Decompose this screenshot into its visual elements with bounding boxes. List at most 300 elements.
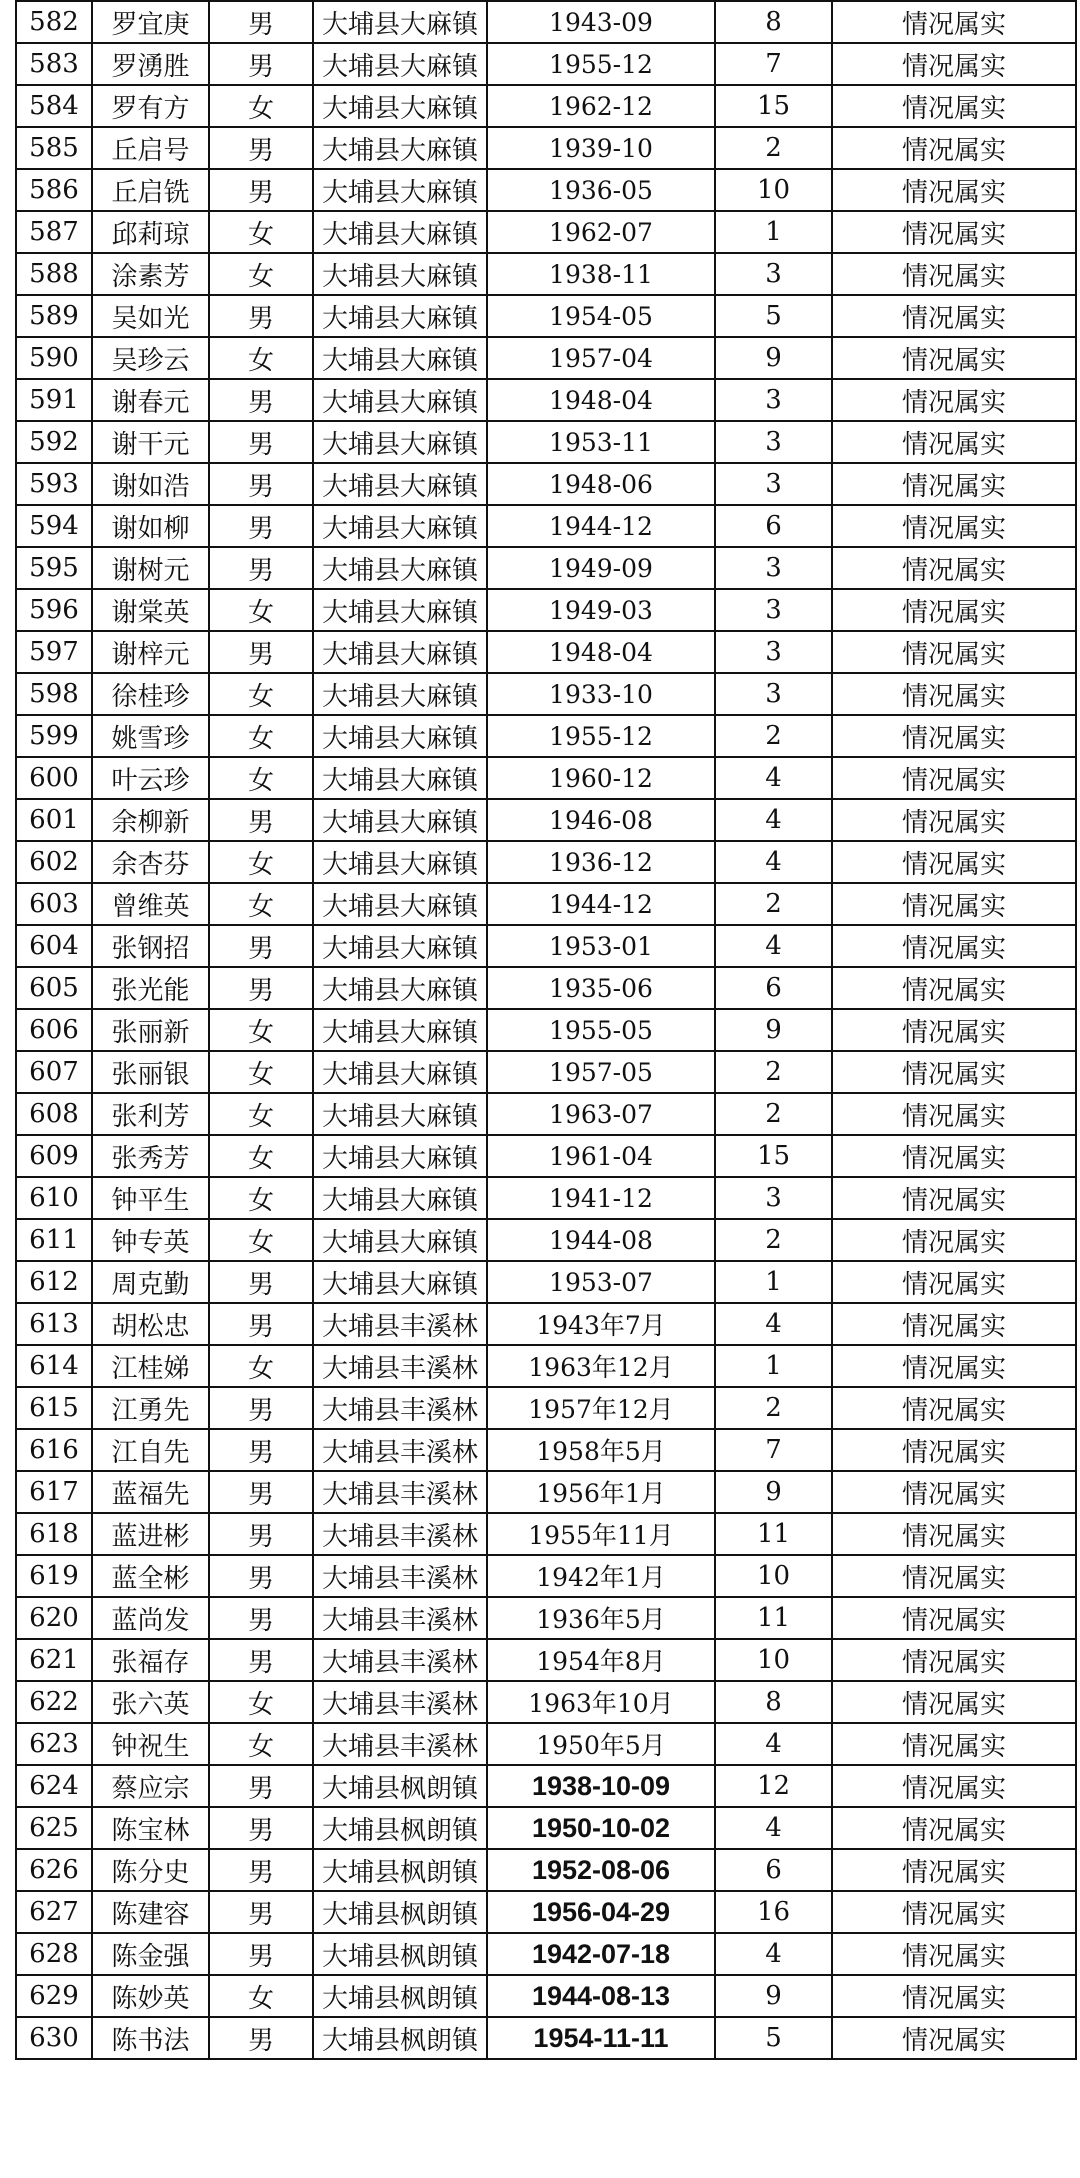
cell-gender: 男 — [209, 169, 313, 211]
cell-number: 604 — [16, 925, 92, 967]
cell-place: 大埔县大麻镇 — [313, 1009, 487, 1051]
cell-number: 619 — [16, 1555, 92, 1597]
cell-birth-date: 1954-11-11 — [487, 2017, 715, 2059]
cell-birth-date: 1943年7月 — [487, 1303, 715, 1345]
cell-place: 大埔县大麻镇 — [313, 1093, 487, 1135]
cell-birth-date: 1954年8月 — [487, 1639, 715, 1681]
cell-name: 钟平生 — [92, 1177, 209, 1219]
cell-count: 1 — [715, 211, 832, 253]
cell-number: 589 — [16, 295, 92, 337]
cell-status: 情况属实 — [832, 841, 1076, 883]
cell-name: 谢树元 — [92, 547, 209, 589]
table-row — [16, 1345, 1076, 1387]
cell-number: 606 — [16, 1009, 92, 1051]
table-row — [16, 463, 1076, 505]
cell-status: 情况属实 — [832, 1849, 1076, 1891]
cell-count: 4 — [715, 1807, 832, 1849]
cell-gender: 男 — [209, 1807, 313, 1849]
cell-status: 情况属实 — [832, 1387, 1076, 1429]
cell-status: 情况属实 — [832, 673, 1076, 715]
cell-count: 4 — [715, 1723, 832, 1765]
cell-number: 600 — [16, 757, 92, 799]
cell-birth-date: 1943-09 — [487, 1, 715, 43]
cell-birth-date: 1939-10 — [487, 127, 715, 169]
table-row — [16, 1219, 1076, 1261]
cell-name: 涂素芳 — [92, 253, 209, 295]
table-row — [16, 589, 1076, 631]
cell-status: 情况属实 — [832, 1345, 1076, 1387]
cell-gender: 女 — [209, 1177, 313, 1219]
cell-name: 余杏芬 — [92, 841, 209, 883]
cell-place: 大埔县大麻镇 — [313, 1, 487, 43]
table-row — [16, 1933, 1076, 1975]
cell-status: 情况属实 — [832, 1765, 1076, 1807]
table-row — [16, 1975, 1076, 2017]
cell-place: 大埔县大麻镇 — [313, 757, 487, 799]
cell-number: 603 — [16, 883, 92, 925]
cell-birth-date: 1950年5月 — [487, 1723, 715, 1765]
cell-name: 蓝进彬 — [92, 1513, 209, 1555]
cell-count: 3 — [715, 421, 832, 463]
cell-gender: 女 — [209, 1135, 313, 1177]
table-row — [16, 1429, 1076, 1471]
cell-status: 情况属实 — [832, 505, 1076, 547]
cell-gender: 男 — [209, 421, 313, 463]
cell-count: 7 — [715, 1429, 832, 1471]
cell-birth-date: 1963年12月 — [487, 1345, 715, 1387]
cell-number: 615 — [16, 1387, 92, 1429]
cell-birth-date: 1944-12 — [487, 505, 715, 547]
cell-status: 情况属实 — [832, 1471, 1076, 1513]
cell-name: 钟专英 — [92, 1219, 209, 1261]
cell-count: 8 — [715, 1681, 832, 1723]
cell-name: 谢如浩 — [92, 463, 209, 505]
cell-count: 3 — [715, 631, 832, 673]
cell-count: 11 — [715, 1597, 832, 1639]
cell-status: 情况属实 — [832, 127, 1076, 169]
cell-number: 583 — [16, 43, 92, 85]
cell-gender: 男 — [209, 1555, 313, 1597]
cell-count: 2 — [715, 1387, 832, 1429]
table-row — [16, 2017, 1076, 2059]
cell-count: 2 — [715, 1219, 832, 1261]
cell-status: 情况属实 — [832, 757, 1076, 799]
table-row — [16, 1597, 1076, 1639]
cell-place: 大埔县大麻镇 — [313, 1261, 487, 1303]
cell-gender: 男 — [209, 799, 313, 841]
cell-gender: 男 — [209, 1891, 313, 1933]
cell-place: 大埔县大麻镇 — [313, 211, 487, 253]
cell-count: 3 — [715, 589, 832, 631]
cell-gender: 女 — [209, 1093, 313, 1135]
table-row — [16, 883, 1076, 925]
cell-name: 陈宝林 — [92, 1807, 209, 1849]
cell-name: 吴珍云 — [92, 337, 209, 379]
cell-number: 616 — [16, 1429, 92, 1471]
cell-number: 610 — [16, 1177, 92, 1219]
cell-name: 丘启铣 — [92, 169, 209, 211]
cell-gender: 女 — [209, 1009, 313, 1051]
cell-status: 情况属实 — [832, 1807, 1076, 1849]
cell-name: 陈分史 — [92, 1849, 209, 1891]
cell-number: 605 — [16, 967, 92, 1009]
cell-gender: 女 — [209, 757, 313, 799]
cell-number: 599 — [16, 715, 92, 757]
cell-count: 10 — [715, 1555, 832, 1597]
cell-status: 情况属实 — [832, 1513, 1076, 1555]
cell-number: 598 — [16, 673, 92, 715]
table-row — [16, 1849, 1076, 1891]
cell-count: 3 — [715, 1177, 832, 1219]
cell-status: 情况属实 — [832, 799, 1076, 841]
cell-name: 蓝福先 — [92, 1471, 209, 1513]
cell-count: 6 — [715, 967, 832, 1009]
cell-count: 16 — [715, 1891, 832, 1933]
cell-count: 6 — [715, 505, 832, 547]
cell-status: 情况属实 — [832, 43, 1076, 85]
cell-place: 大埔县大麻镇 — [313, 925, 487, 967]
cell-gender: 女 — [209, 1051, 313, 1093]
cell-name: 叶云珍 — [92, 757, 209, 799]
table-row — [16, 505, 1076, 547]
cell-gender: 男 — [209, 43, 313, 85]
cell-count: 3 — [715, 379, 832, 421]
cell-number: 587 — [16, 211, 92, 253]
cell-count: 9 — [715, 1975, 832, 2017]
cell-birth-date: 1938-10-09 — [487, 1765, 715, 1807]
table-row — [16, 337, 1076, 379]
cell-place: 大埔县丰溪林 — [313, 1555, 487, 1597]
cell-place: 大埔县大麻镇 — [313, 127, 487, 169]
table-row — [16, 1513, 1076, 1555]
cell-status: 情况属实 — [832, 253, 1076, 295]
cell-place: 大埔县枫朗镇 — [313, 1849, 487, 1891]
cell-count: 2 — [715, 715, 832, 757]
cell-number: 607 — [16, 1051, 92, 1093]
cell-number: 614 — [16, 1345, 92, 1387]
cell-count: 1 — [715, 1261, 832, 1303]
cell-name: 罗湧胜 — [92, 43, 209, 85]
cell-place: 大埔县丰溪林 — [313, 1429, 487, 1471]
cell-number: 618 — [16, 1513, 92, 1555]
cell-name: 张秀芳 — [92, 1135, 209, 1177]
cell-name: 罗有方 — [92, 85, 209, 127]
cell-place: 大埔县大麻镇 — [313, 337, 487, 379]
cell-place: 大埔县丰溪林 — [313, 1345, 487, 1387]
cell-birth-date: 1953-11 — [487, 421, 715, 463]
cell-name: 张六英 — [92, 1681, 209, 1723]
cell-count: 8 — [715, 1, 832, 43]
cell-status: 情况属实 — [832, 85, 1076, 127]
cell-place: 大埔县大麻镇 — [313, 463, 487, 505]
cell-count: 2 — [715, 883, 832, 925]
cell-place: 大埔县枫朗镇 — [313, 1807, 487, 1849]
table-row — [16, 1, 1076, 43]
table-row — [16, 295, 1076, 337]
cell-gender: 男 — [209, 505, 313, 547]
cell-gender: 女 — [209, 85, 313, 127]
cell-place: 大埔县大麻镇 — [313, 673, 487, 715]
cell-count: 4 — [715, 925, 832, 967]
cell-birth-date: 1953-01 — [487, 925, 715, 967]
cell-number: 597 — [16, 631, 92, 673]
cell-gender: 男 — [209, 925, 313, 967]
cell-count: 9 — [715, 1471, 832, 1513]
cell-birth-date: 1955-05 — [487, 1009, 715, 1051]
cell-gender: 男 — [209, 1429, 313, 1471]
cell-number: 611 — [16, 1219, 92, 1261]
cell-name: 周克勤 — [92, 1261, 209, 1303]
cell-number: 628 — [16, 1933, 92, 1975]
cell-gender: 女 — [209, 1219, 313, 1261]
cell-place: 大埔县枫朗镇 — [313, 1975, 487, 2017]
table-row — [16, 1177, 1076, 1219]
cell-gender: 男 — [209, 295, 313, 337]
cell-gender: 男 — [209, 1639, 313, 1681]
cell-status: 情况属实 — [832, 1639, 1076, 1681]
cell-gender: 女 — [209, 211, 313, 253]
cell-name: 钟祝生 — [92, 1723, 209, 1765]
cell-birth-date: 1936-12 — [487, 841, 715, 883]
cell-status: 情况属实 — [832, 211, 1076, 253]
cell-number: 593 — [16, 463, 92, 505]
cell-number: 609 — [16, 1135, 92, 1177]
cell-gender: 男 — [209, 1765, 313, 1807]
cell-gender: 女 — [209, 253, 313, 295]
cell-name: 江桂娣 — [92, 1345, 209, 1387]
cell-status: 情况属实 — [832, 1051, 1076, 1093]
cell-number: 624 — [16, 1765, 92, 1807]
cell-gender: 男 — [209, 1387, 313, 1429]
table-row — [16, 1681, 1076, 1723]
cell-count: 15 — [715, 1135, 832, 1177]
cell-gender: 女 — [209, 337, 313, 379]
cell-status: 情况属实 — [832, 169, 1076, 211]
cell-gender: 女 — [209, 673, 313, 715]
cell-place: 大埔县枫朗镇 — [313, 1891, 487, 1933]
records-table — [15, 0, 1077, 2060]
cell-birth-date: 1949-03 — [487, 589, 715, 631]
cell-place: 大埔县大麻镇 — [313, 379, 487, 421]
cell-count: 3 — [715, 463, 832, 505]
cell-number: 630 — [16, 2017, 92, 2059]
cell-status: 情况属实 — [832, 883, 1076, 925]
table-row — [16, 1765, 1076, 1807]
cell-count: 4 — [715, 757, 832, 799]
cell-birth-date: 1962-12 — [487, 85, 715, 127]
cell-gender: 女 — [209, 715, 313, 757]
cell-birth-date: 1933-10 — [487, 673, 715, 715]
cell-number: 591 — [16, 379, 92, 421]
cell-gender: 男 — [209, 379, 313, 421]
cell-count: 9 — [715, 1009, 832, 1051]
cell-gender: 男 — [209, 2017, 313, 2059]
cell-birth-date: 1948-06 — [487, 463, 715, 505]
cell-name: 谢干元 — [92, 421, 209, 463]
cell-number: 626 — [16, 1849, 92, 1891]
cell-number: 620 — [16, 1597, 92, 1639]
cell-place: 大埔县枫朗镇 — [313, 1933, 487, 1975]
cell-name: 罗宜庚 — [92, 1, 209, 43]
cell-status: 情况属实 — [832, 337, 1076, 379]
cell-status: 情况属实 — [832, 1723, 1076, 1765]
table-row — [16, 757, 1076, 799]
cell-gender: 女 — [209, 589, 313, 631]
cell-place: 大埔县大麻镇 — [313, 715, 487, 757]
cell-place: 大埔县大麻镇 — [313, 85, 487, 127]
cell-gender: 男 — [209, 547, 313, 589]
cell-place: 大埔县枫朗镇 — [313, 1765, 487, 1807]
cell-place: 大埔县丰溪林 — [313, 1303, 487, 1345]
cell-number: 582 — [16, 1, 92, 43]
cell-count: 6 — [715, 1849, 832, 1891]
cell-place: 大埔县大麻镇 — [313, 421, 487, 463]
cell-gender: 男 — [209, 463, 313, 505]
cell-place: 大埔县丰溪林 — [313, 1597, 487, 1639]
cell-place: 大埔县大麻镇 — [313, 505, 487, 547]
cell-place: 大埔县大麻镇 — [313, 43, 487, 85]
table-row — [16, 253, 1076, 295]
cell-place: 大埔县大麻镇 — [313, 1219, 487, 1261]
cell-birth-date: 1962-07 — [487, 211, 715, 253]
cell-number: 621 — [16, 1639, 92, 1681]
cell-place: 大埔县丰溪林 — [313, 1387, 487, 1429]
cell-status: 情况属实 — [832, 1219, 1076, 1261]
table-row — [16, 631, 1076, 673]
cell-place: 大埔县丰溪林 — [313, 1471, 487, 1513]
table-row — [16, 715, 1076, 757]
cell-name: 谢春元 — [92, 379, 209, 421]
cell-birth-date: 1954-05 — [487, 295, 715, 337]
cell-count: 2 — [715, 1051, 832, 1093]
table-row — [16, 1303, 1076, 1345]
cell-count: 10 — [715, 169, 832, 211]
cell-birth-date: 1936年5月 — [487, 1597, 715, 1639]
cell-gender: 男 — [209, 127, 313, 169]
cell-gender: 男 — [209, 1261, 313, 1303]
cell-birth-date: 1963-07 — [487, 1093, 715, 1135]
cell-status: 情况属实 — [832, 1891, 1076, 1933]
table-row — [16, 967, 1076, 1009]
cell-number: 612 — [16, 1261, 92, 1303]
table-row — [16, 1387, 1076, 1429]
cell-name: 蓝尚发 — [92, 1597, 209, 1639]
cell-birth-date: 1948-04 — [487, 631, 715, 673]
cell-gender: 男 — [209, 1303, 313, 1345]
cell-count: 1 — [715, 1345, 832, 1387]
cell-birth-date: 1938-11 — [487, 253, 715, 295]
cell-status: 情况属实 — [832, 2017, 1076, 2059]
cell-status: 情况属实 — [832, 1093, 1076, 1135]
cell-birth-date: 1956年1月 — [487, 1471, 715, 1513]
cell-name: 陈金强 — [92, 1933, 209, 1975]
cell-number: 623 — [16, 1723, 92, 1765]
table-row — [16, 1093, 1076, 1135]
cell-name: 谢如柳 — [92, 505, 209, 547]
cell-gender: 女 — [209, 1345, 313, 1387]
cell-birth-date: 1950-10-02 — [487, 1807, 715, 1849]
cell-gender: 男 — [209, 1597, 313, 1639]
cell-place: 大埔县大麻镇 — [313, 589, 487, 631]
cell-place: 大埔县大麻镇 — [313, 1051, 487, 1093]
cell-number: 625 — [16, 1807, 92, 1849]
cell-status: 情况属实 — [832, 1177, 1076, 1219]
cell-gender: 女 — [209, 841, 313, 883]
cell-name: 胡松忠 — [92, 1303, 209, 1345]
cell-count: 2 — [715, 127, 832, 169]
cell-status: 情况属实 — [832, 295, 1076, 337]
cell-count: 11 — [715, 1513, 832, 1555]
cell-place: 大埔县枫朗镇 — [313, 2017, 487, 2059]
cell-status: 情况属实 — [832, 463, 1076, 505]
cell-number: 627 — [16, 1891, 92, 1933]
table-row — [16, 1891, 1076, 1933]
cell-count: 4 — [715, 1303, 832, 1345]
cell-name: 丘启号 — [92, 127, 209, 169]
cell-name: 蓝全彬 — [92, 1555, 209, 1597]
cell-gender: 女 — [209, 1723, 313, 1765]
cell-place: 大埔县大麻镇 — [313, 169, 487, 211]
cell-name: 张钢招 — [92, 925, 209, 967]
table-row — [16, 85, 1076, 127]
table-row — [16, 841, 1076, 883]
table-row — [16, 1051, 1076, 1093]
cell-place: 大埔县丰溪林 — [313, 1681, 487, 1723]
cell-count: 5 — [715, 295, 832, 337]
cell-birth-date: 1941-12 — [487, 1177, 715, 1219]
cell-number: 586 — [16, 169, 92, 211]
cell-number: 594 — [16, 505, 92, 547]
cell-number: 592 — [16, 421, 92, 463]
cell-status: 情况属实 — [832, 1009, 1076, 1051]
cell-number: 601 — [16, 799, 92, 841]
cell-gender: 男 — [209, 967, 313, 1009]
cell-status: 情况属实 — [832, 1933, 1076, 1975]
cell-count: 3 — [715, 253, 832, 295]
table-row — [16, 1723, 1076, 1765]
cell-status: 情况属实 — [832, 925, 1076, 967]
cell-place: 大埔县大麻镇 — [313, 631, 487, 673]
cell-name: 张丽银 — [92, 1051, 209, 1093]
cell-gender: 男 — [209, 1, 313, 43]
cell-name: 蔡应宗 — [92, 1765, 209, 1807]
cell-place: 大埔县大麻镇 — [313, 1177, 487, 1219]
cell-birth-date: 1944-08 — [487, 1219, 715, 1261]
cell-status: 情况属实 — [832, 1303, 1076, 1345]
cell-place: 大埔县大麻镇 — [313, 967, 487, 1009]
table-row — [16, 673, 1076, 715]
cell-name: 江自先 — [92, 1429, 209, 1471]
table-row — [16, 211, 1076, 253]
cell-name: 张丽新 — [92, 1009, 209, 1051]
cell-number: 588 — [16, 253, 92, 295]
cell-birth-date: 1961-04 — [487, 1135, 715, 1177]
cell-status: 情况属实 — [832, 1597, 1076, 1639]
table-row — [16, 799, 1076, 841]
cell-place: 大埔县大麻镇 — [313, 883, 487, 925]
cell-name: 张利芳 — [92, 1093, 209, 1135]
table-row — [16, 1471, 1076, 1513]
cell-status: 情况属实 — [832, 379, 1076, 421]
cell-birth-date: 1957-04 — [487, 337, 715, 379]
cell-count: 5 — [715, 2017, 832, 2059]
cell-count: 9 — [715, 337, 832, 379]
cell-place: 大埔县丰溪林 — [313, 1513, 487, 1555]
cell-number: 595 — [16, 547, 92, 589]
cell-count: 3 — [715, 547, 832, 589]
cell-count: 4 — [715, 799, 832, 841]
cell-gender: 女 — [209, 883, 313, 925]
